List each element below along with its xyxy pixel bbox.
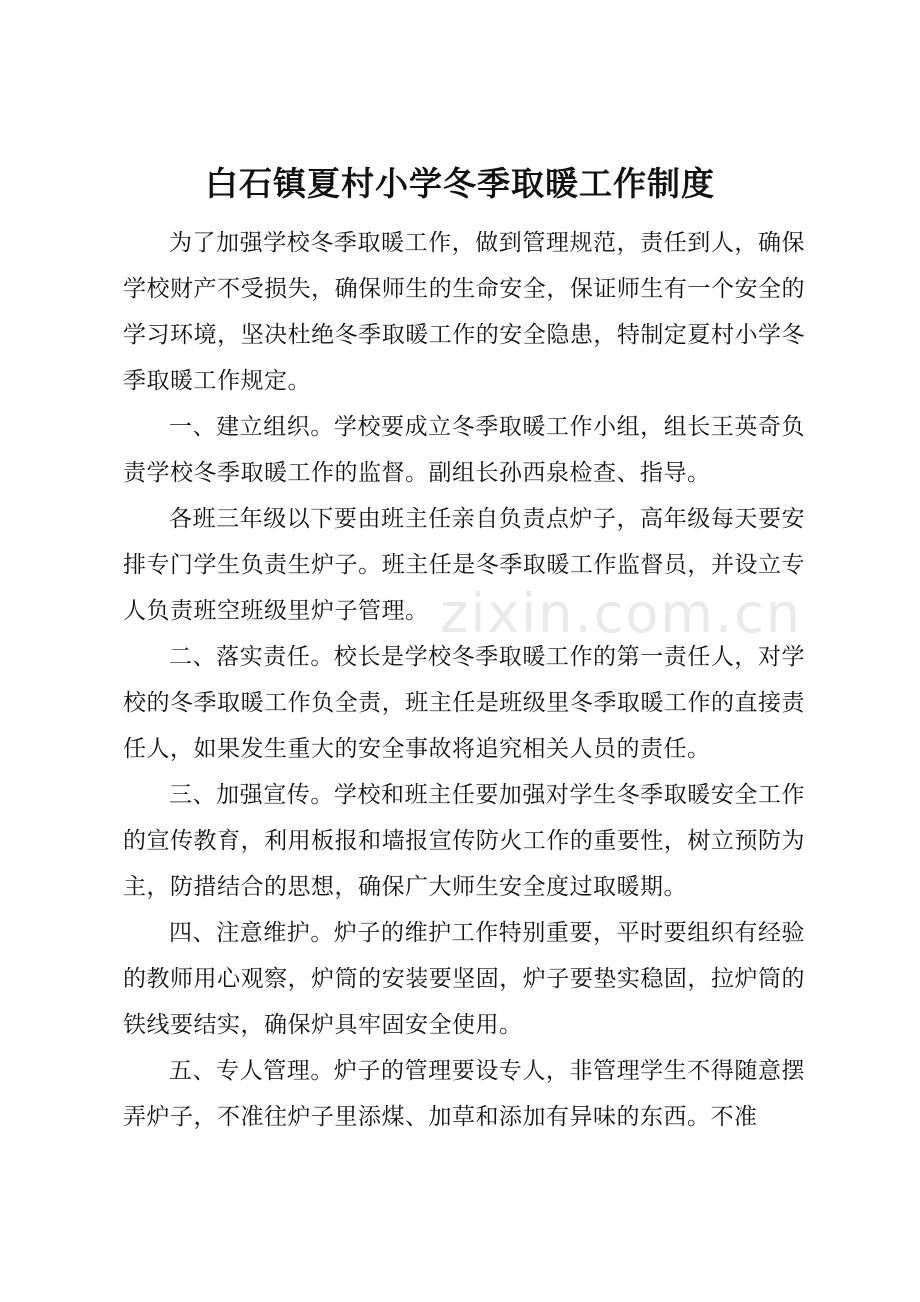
paragraph-responsibility: 二、落实责任。校长是学校冬季取暖工作的第一责任人，对学校的冬季取暖工作负全责，班主任是班级里冬季取暖工作的直接责任人，如果发生重大的安全事故将追究相关人员的责任。 [123, 644, 805, 762]
paragraph-intro: 为了加强学校冬季取暖工作，做到管理规范，责任到人，确保学校财产不受损失，确保师生的生命安全，保证师生有一个安全的学习环境，坚决杜绝冬季取暖工作的安全隐患，特制定夏村小学冬季取暖工作规定。 [123, 230, 805, 394]
document-title: 白石镇夏村小学冬季取暖工作制度 [205, 164, 715, 203]
paragraph-organization: 一、建立组织。学校要成立冬季取暖工作小组，组长王英奇负责学校冬季取暖工作的监督。副组长孙西泉检查、指导。 [123, 414, 805, 486]
paragraph-class-duties: 各班三年级以下要由班主任亲自负责点炉子，高年级每天要安排专门学生负责生炉子。班主任是冬季取暖工作监督员，并设立专人负责班空班级里炉子管理。 [123, 506, 805, 624]
paragraph-management: 五、专人管理。炉子的管理要设专人，非管理学生不得随意摆弄炉子，不准往炉子里添煤、加草和添加有异味的东西。不准 [123, 1058, 805, 1130]
document-body [123, 220, 805, 1140]
watermark: zixin.com.cn [440, 582, 803, 645]
paragraph-publicity: 三、加强宣传。学校和班主任要加强对学生冬季取暖安全工作的宣传教育，利用板报和墙报宣传防火工作的重要性，树立预防为主，防措结合的思想，确保广大师生安全度过取暖期。 [123, 782, 805, 900]
paragraph-maintenance: 四、注意维护。炉子的维护工作特别重要，平时要组织有经验的教师用心观察，炉筒的安装要坚固，炉子要垫实稳固，拉炉筒的铁线要结实，确保炉具牢固安全使用。 [123, 920, 805, 1038]
